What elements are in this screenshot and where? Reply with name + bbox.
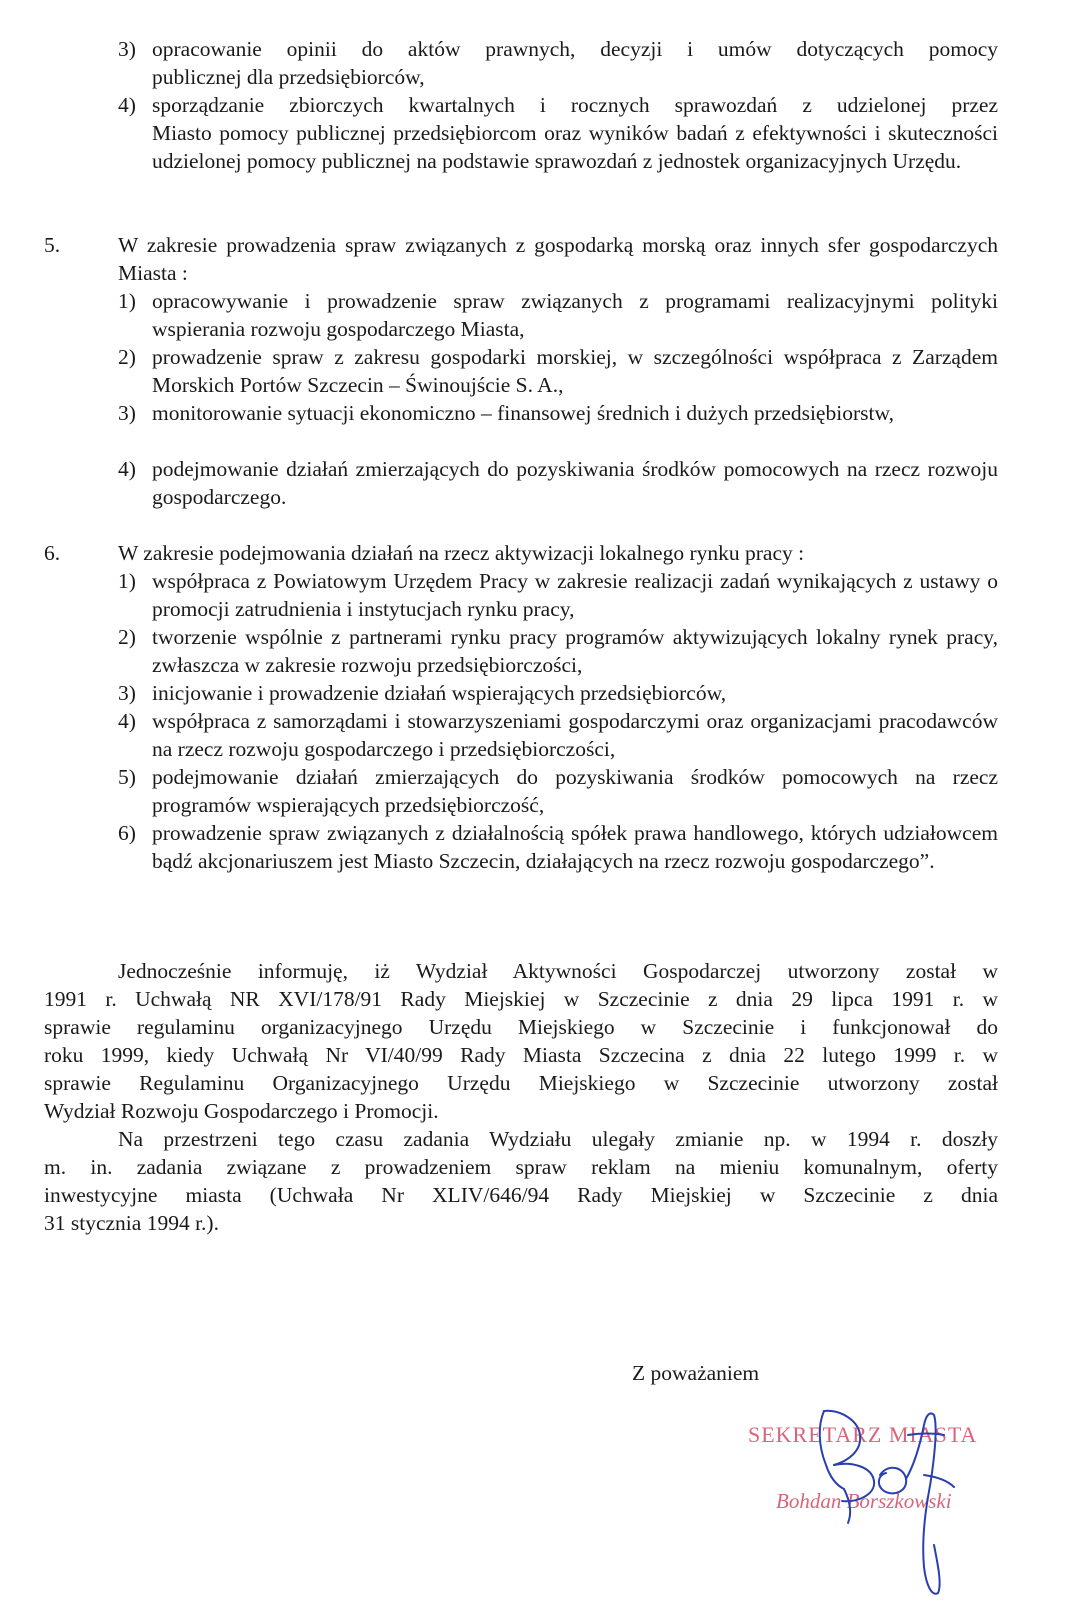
section-intro: W zakresie prowadzenia spraw związanych z gospodarką morską oraz innych sfer gospodarczych Miasta : [118, 233, 998, 285]
list-item [118, 763, 998, 819]
paragraph-line: Jednocześnie informuję, iż Wydział Aktywności Gospodarczej utworzony został w [118, 959, 998, 983]
item-number: 1) [118, 569, 136, 593]
list-item [118, 623, 998, 679]
body-paragraph [44, 1125, 998, 1237]
item-text: opracowanie opinii do aktów prawnych, decyzji i umów dotyczących pomocy publicznej dla przedsiębiorców, [152, 37, 998, 89]
item-number: 6) [118, 821, 136, 845]
list-item [118, 287, 998, 343]
item-number: 1) [118, 289, 136, 313]
paragraph-line: sprawie Regulaminu Organizacyjnego Urzędu Miejskiego w Szczecinie utworzony został [44, 1071, 998, 1095]
item-number: 4) [118, 93, 136, 117]
item-text: współpraca z samorządami i stowarzyszeniami gospodarczymi oraz organizacjami pracodawców na rzecz rozwoju gospodarczego i przedsiębiorczości, [152, 709, 998, 761]
list-item [118, 343, 998, 399]
item-number: 2) [118, 625, 136, 649]
paragraph-line: Na przestrzeni tego czasu zadania Wydziału ulegały zmianie np. w 1994 r. doszły [118, 1127, 998, 1151]
section-number: 5. [44, 233, 61, 257]
item-text: inicjowanie i prowadzenie działań wspierających przedsiębiorców, [152, 681, 727, 705]
item-text: podejmowanie działań zmierzających do pozyskiwania środków pomocowych na rzecz rozwoju gospodarczego. [152, 457, 998, 509]
section-5-intro [44, 231, 998, 287]
paragraph-line: 31 stycznia 1994 r.). [44, 1211, 219, 1235]
list-item [118, 819, 998, 875]
item-text: współpraca z Powiatowym Urzędem Pracy w zakresie realizacji zadań wynikających z ustawy o promocji zatrudnienia i instytucjach rynku pracy, [152, 569, 998, 621]
item-text: podejmowanie działań zmierzających do pozyskiwania środków pomocowych na rzecz programów wspierających przedsiębiorczość, [152, 765, 998, 817]
paragraph-line: m. in. zadania związane z prowadzeniem spraw reklam na mieniu komunalnym, oferty [44, 1155, 998, 1179]
section-number: 6. [44, 541, 61, 565]
paragraph-line: roku 1999, kiedy Uchwałą Nr VI/40/99 Rady Miasta Szczecina z dnia 22 lutego 1999 r. w [44, 1043, 998, 1067]
stamp-title: SEKRETARZ MIASTA [748, 1422, 978, 1447]
item-number: 4) [118, 457, 136, 481]
section-intro: W zakresie podejmowania działań na rzecz aktywizacji lokalnego rynku pracy : [118, 541, 805, 565]
item-number: 2) [118, 345, 136, 369]
paragraph-line: Wydział Rozwoju Gospodarczego i Promocji. [44, 1099, 439, 1123]
item-text: monitorowanie sytuacji ekonomiczno – finansowej średnich i dużych przedsiębiorstw, [152, 401, 894, 425]
closing-phrase: Z poważaniem [632, 1361, 760, 1385]
item-text: prowadzenie spraw związanych z działalnością spółek prawa handlowego, których udziałowcem bądź akcjonariuszem jest Miasto Szczecin, działających na rzecz rozwoju gospodarczego”. [152, 821, 998, 873]
body-paragraph [44, 957, 998, 1125]
stamp-name: Bohdan Borszkowski [776, 1489, 952, 1513]
item-text: tworzenie wspólnie z partnerami rynku pracy programów aktywizujących lokalny rynek pracy, zwłaszcza w zakresie rozwoju przedsiębiorczości, [152, 625, 998, 677]
item-number: 3) [118, 37, 136, 61]
section-6-intro [44, 539, 998, 567]
list-item [118, 399, 998, 427]
paragraph-line: inwestycyjne miasta (Uchwała Nr XLIV/646/94 Rady Miejskiej w Szczecinie z dnia [44, 1183, 998, 1207]
list-item [118, 91, 998, 175]
list-item [118, 707, 998, 763]
paragraph-line: 1991 r. Uchwałą NR XVI/178/91 Rady Miejskiej w Szczecinie z dnia 29 lipca 1991 r. w [44, 987, 998, 1011]
handwritten-signature-icon [748, 1405, 1048, 1605]
signature-stamp [748, 1405, 1048, 1605]
item-text: opracowywanie i prowadzenie spraw związanych z programami realizacyjnymi polityki wspierania rozwoju gospodarczego Miasta, [152, 289, 998, 341]
list-item [118, 567, 998, 623]
list-item [118, 679, 998, 707]
list-item [118, 455, 998, 511]
paragraph-line: sprawie regulaminu organizacyjnego Urzędu Miejskiego w Szczecinie i funkcjonował do [44, 1015, 998, 1039]
item-text: prowadzenie spraw z zakresu gospodarki morskiej, w szczególności współpraca z Zarządem Morskich Portów Szczecin – Świnoujście S. A., [152, 345, 998, 397]
item-number: 4) [118, 709, 136, 733]
list-item [118, 35, 998, 91]
item-number: 3) [118, 681, 136, 705]
item-text: sporządzanie zbiorczych kwartalnych i rocznych sprawozdań z udzielonej przez Miasto pomocy publicznej przedsiębiorcom oraz wyników badań z efektywności i skuteczności udzielonej pomocy publicznej na podstawie sprawozdań z jednostek organizacyjnych Urzędu. [152, 93, 998, 173]
item-number: 5) [118, 765, 136, 789]
item-number: 3) [118, 401, 136, 425]
